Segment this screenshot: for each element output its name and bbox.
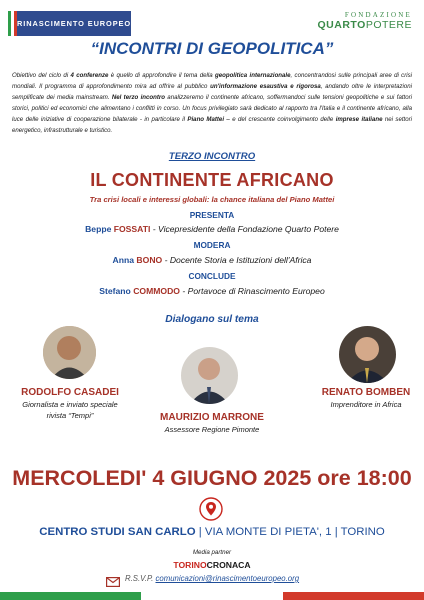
speaker-bomben bbox=[296, 387, 424, 410]
speaker-desc: Imprenditore in Africa bbox=[330, 400, 402, 409]
speaker-marrone bbox=[132, 412, 292, 435]
event-title: IL CONTINENTE AFRICANO bbox=[90, 170, 334, 190]
dialogue-title: Dialogano sul tema bbox=[165, 314, 259, 325]
rsvp-email-link[interactable]: comunicazioni@rinascimentoeuropeo.org bbox=[155, 574, 300, 583]
modera-label: MODERA bbox=[193, 240, 231, 250]
speaker-casadei bbox=[0, 387, 140, 421]
venue-line: CENTRO STUDI SAN CARLO | VIA MONTE DI PIETA', 1 | TORINO bbox=[39, 526, 385, 538]
event-date: MERCOLEDI' 4 GIUGNO 2025 ore 18:00 bbox=[12, 466, 412, 490]
speaker-name: MAURIZIO MARRONE bbox=[160, 412, 264, 423]
page-title: “INCONTRI DI GEOPOLITICA” bbox=[90, 39, 334, 58]
rsvp-line: R.S.V.P. comunicazioni@rinascimentoeuropeo.org bbox=[125, 574, 300, 583]
intro-paragraph: Obiettivo del ciclo di 4 conferenze è quello di approfondire il tema della geopolitica internazionale, concentrandosi sulle principali aree di crisi mondiali. Il programma di approfondimento mira ad offrire al pubblico un'informazione esaustiva e rigorosa, andando oltre le interpretazioni semplificate dei media mainstream. Nel terzo incontro analizzeremo il continente africano, soffermandoci sulle tensioni geopolitiche e sui fattori storici, politici ed economici che alimentano i conflitti in corso. Un focus privilegiato sarà dedicato al rapporto tra l'Italia e il continente africano, alla luce delle iniziative di cooperazione bilaterale - in particolare il Piano Mattei – e del crescente coinvolgimento delle imprese italiane nei settori energetico, infrastrutturale e turistico. bbox=[12, 72, 412, 135]
media-partner-logo: TORINOCRONACA bbox=[173, 560, 251, 570]
italian-flag-bar bbox=[0, 592, 424, 600]
fondazione-quarto-potere-logo bbox=[312, 11, 412, 31]
logo-left-text: RINASCIMENTO EUROPEO bbox=[17, 11, 131, 36]
speaker-name: RODOLFO CASADEI bbox=[21, 387, 119, 398]
event-number: TERZO INCONTRO bbox=[168, 151, 256, 162]
logo-right-line2: QUARTOPOTERE bbox=[317, 19, 412, 31]
location-pin-icon bbox=[199, 497, 223, 521]
rinascimento-europeo-logo bbox=[8, 11, 131, 36]
presenter-line: Beppe FOSSATI - Vicepresidente della Fondazione Quarto Potere bbox=[85, 224, 339, 234]
presenta-label: PRESENTA bbox=[189, 210, 235, 220]
event-subtitle: Tra crisi locali e interessi globali: la chance italiana del Piano Mattei bbox=[89, 195, 335, 204]
speaker-photo-bomben bbox=[339, 326, 396, 383]
speaker-photo-casadei bbox=[43, 326, 96, 379]
speaker-photo-marrone bbox=[181, 347, 238, 404]
speaker-desc: rivista “Tempi” bbox=[46, 411, 94, 420]
italy-flag-icon bbox=[8, 11, 17, 36]
mail-icon bbox=[106, 574, 120, 584]
speaker-desc: Assessore Regione Pimonte bbox=[164, 425, 260, 434]
closing-speaker-line: Stefano COMMODO - Portavoce di Rinascimento Europeo bbox=[99, 286, 325, 296]
speaker-name: RENATO BOMBEN bbox=[321, 387, 411, 398]
conclude-label: CONCLUDE bbox=[188, 271, 236, 281]
speaker-desc: Giornalista e inviato speciale bbox=[22, 400, 118, 409]
logo-right-line1: FONDAZIONE bbox=[344, 11, 412, 19]
moderator-line: Anna BONO - Docente Storia e Istituzioni dell'Africa bbox=[112, 255, 312, 265]
media-partner-label: Media partner bbox=[192, 549, 232, 556]
